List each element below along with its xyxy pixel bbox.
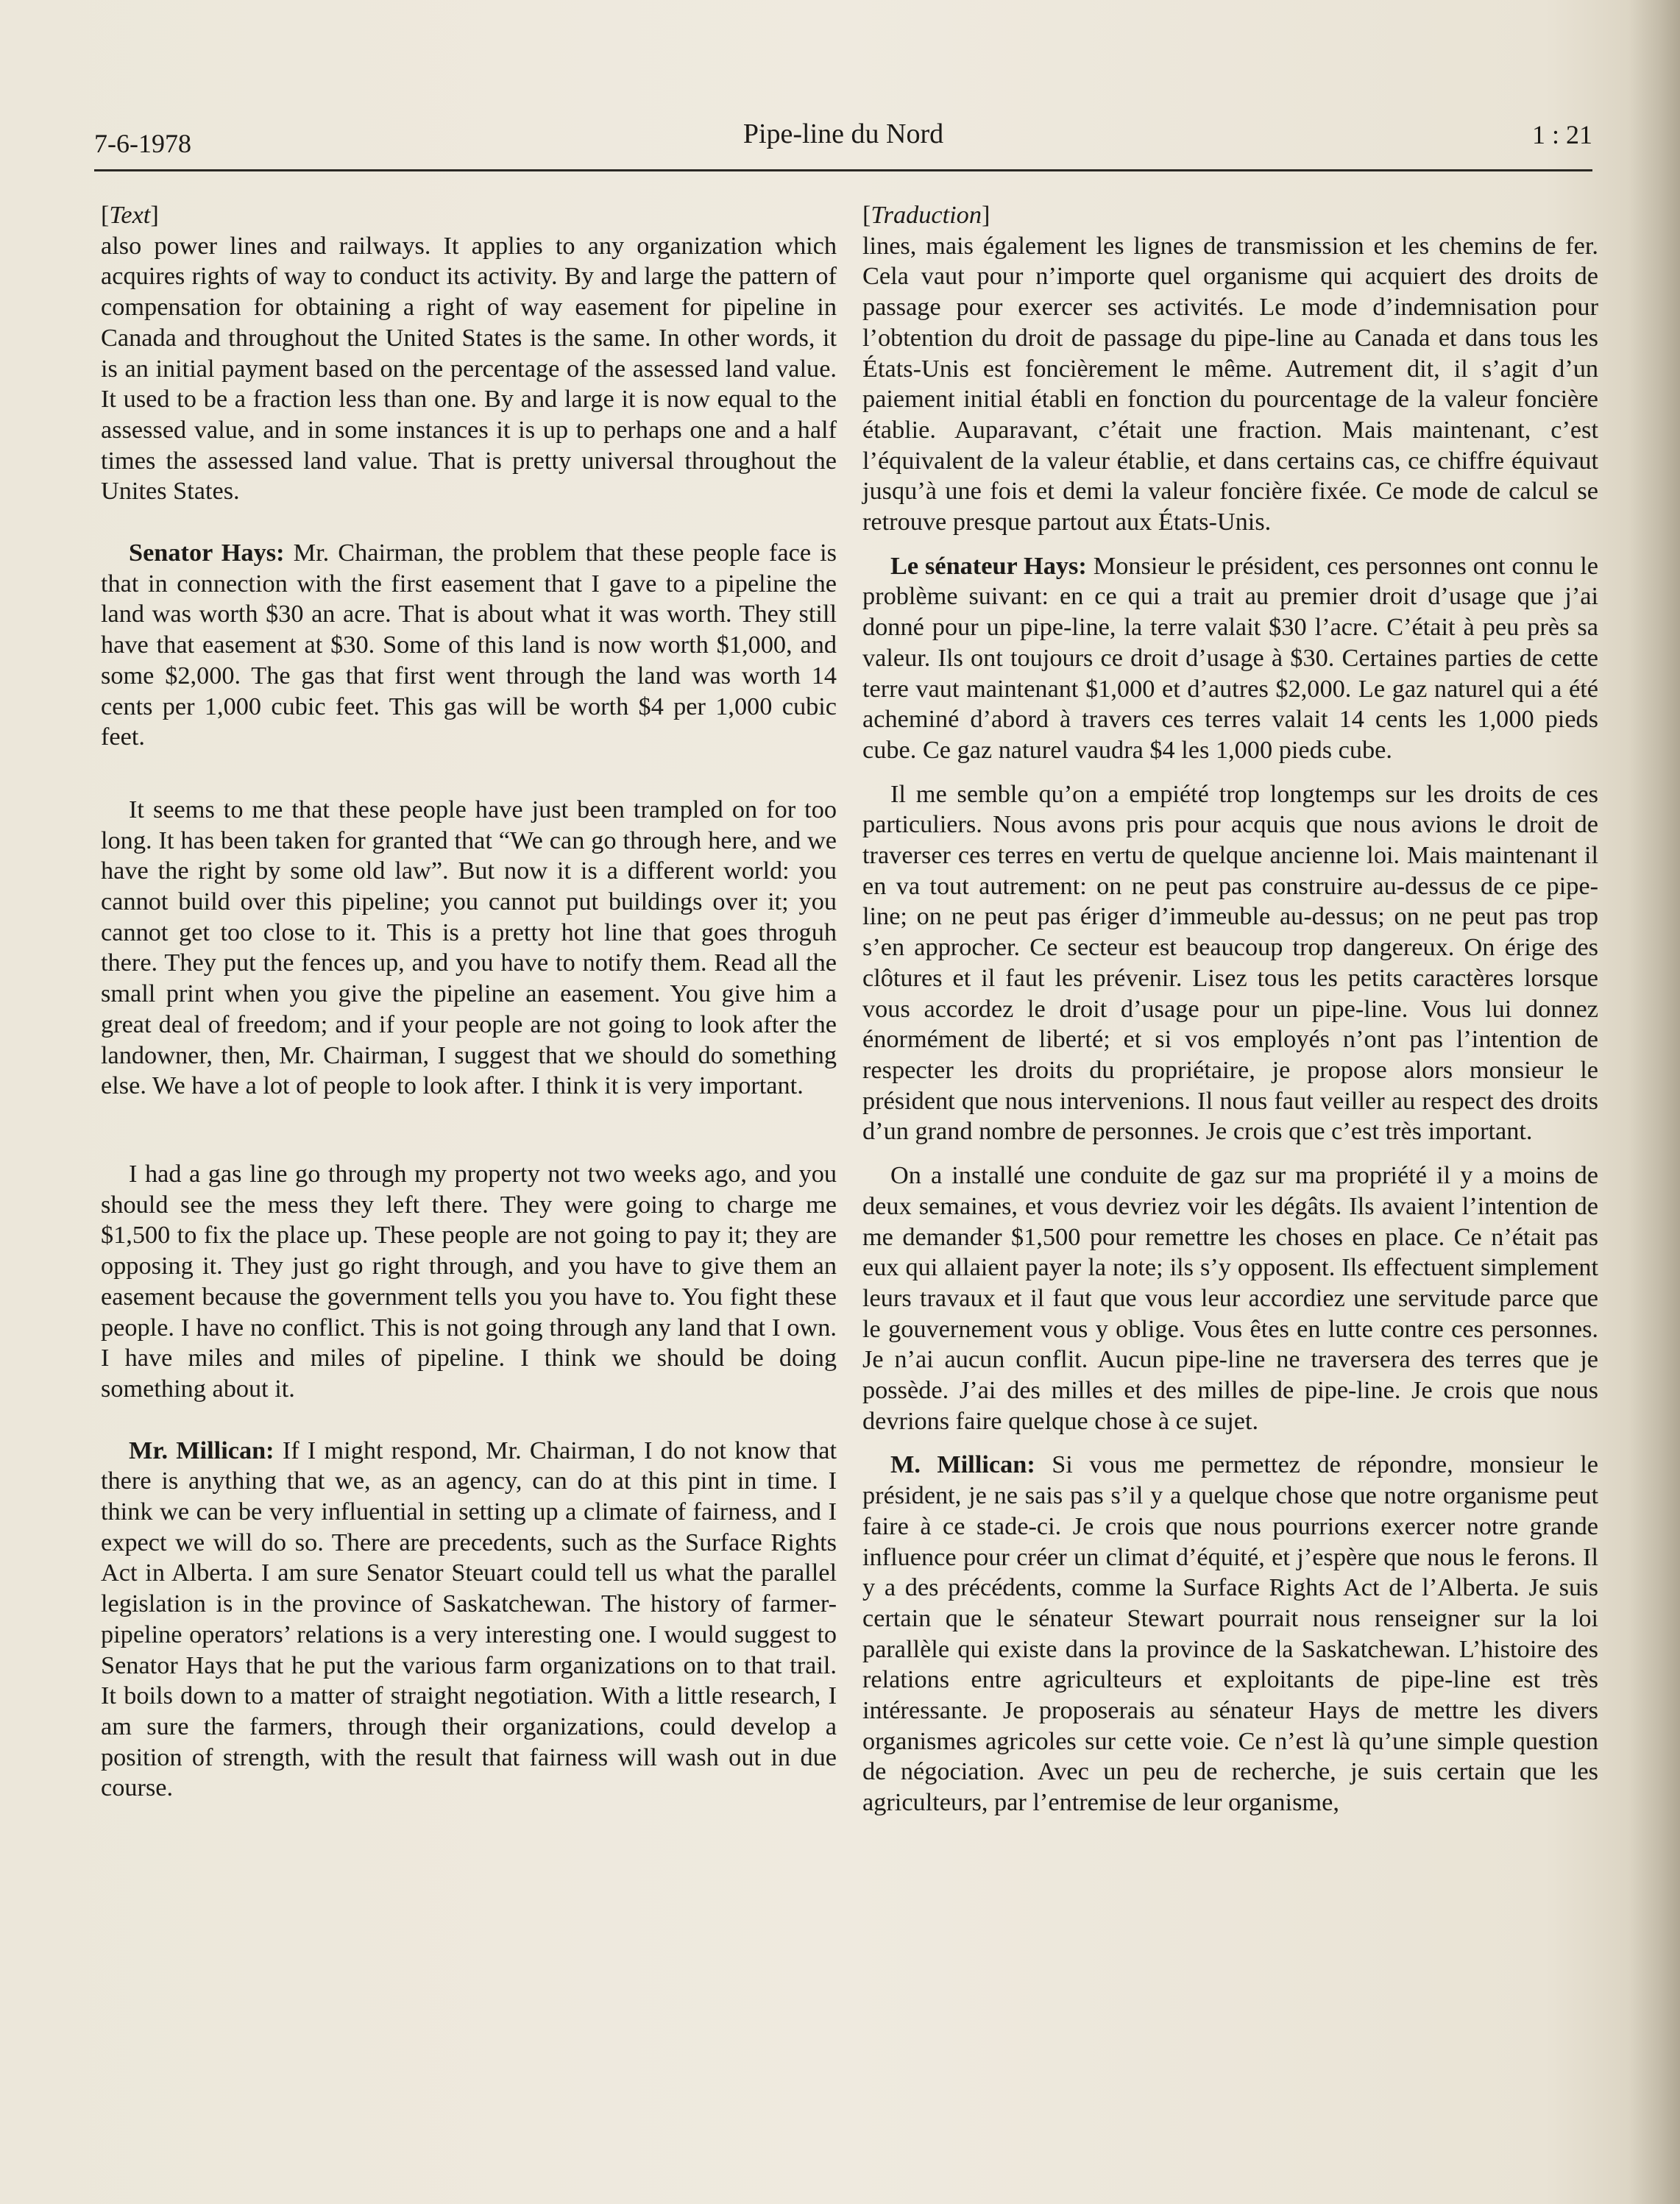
paragraph-text: If I might respond, Mr. Chairman, I do not know that there is anything that we, as an agency, can do at this pint in time. I think we can be very influential in setting up a climate of fairness, and I expect we will do so. There are precedents, such as the Surface Rights Act in Alberta. I am sure Senator Steuart could tell us what the parallel legislation is in the province of Saskatchewan. The history of farmer-pipeline operators’ relations is a very interesting one. I would suggest to Senator Hays that he put the various farm organizations on to that trail. It boils down to a matter of straight negotiation. With a little research, I am sure the farmers, through their organizations, could develop a position of strength, with the result that fairness will wash out in due course. xyxy=(101,1436,837,1802)
french-column xyxy=(862,200,1598,1818)
paragraph-text: Si vous me permettez de répondre, monsieur le président, je ne sais pas s’il y a quelque chose que notre organisme peut faire à ce stade-ci. Je crois que nous pourrions exercer notre grande influence pour créer un climat d’équité, et j’espère que nous le ferons. Il y a des précédents, comme la Surface Rights Act de l’Alberta. Je suis certain que le sénateur Stewart pourrait nous renseigner sur la loi parallèle qui existe dans la province de la Saskatchewan. L’histoire des relations entre agriculteurs et exploitants de pipe-line est très intéressante. Je proposerais au sénateur Hays de mettre les divers organismes agricoles sur cette voie. Ce n’est là qu’une simple question de négociation. Avec un peu de recherche, je suis certain que les agriculteurs, par l’entremise de leur organisme, xyxy=(862,1450,1599,1817)
header-title: Pipe-line du Nord xyxy=(742,118,944,149)
speaker-name: M. Millican: xyxy=(890,1450,1035,1479)
paragraph-text: I had a gas line go through my property not two weeks ago, and you should see the mess they left there. They were going to charge me $1,500 to fix the place up. These people are not going to pay it; they are opposing it. They just go right through, and you have to give them an easement because the government tells you you have to. You fight these people. I have no conflict. This is not going through any land that I own. I have miles and miles of pipeline. I think we should be doing something about it. xyxy=(101,1159,837,1403)
french-paragraph-1 xyxy=(862,231,1598,538)
english-paragraph-1 xyxy=(101,231,837,507)
english-paragraph-4 xyxy=(101,1159,837,1405)
paragraph-text: also power lines and railways. It applies to any organization which acquires rights of way to conduct its activity. By and large the pattern of compensation for obtaining a right of way easement for pipeline in Canada and throughout the United States is the same. In other words, it is an initial payment based on the percentage of the assessed land value. It used to be a fraction less than one. By and large it is now equal to the assessed value, and in some instances it is up to perhaps one and a half times the assessed land value. That is pretty universal throughout the Unites States. xyxy=(101,231,837,506)
binding-shadow xyxy=(1628,0,1680,2204)
paragraph-text: Il me semble qu’on a empiété trop longtemps sur les droits de ces particuliers. Nous avons pris pour acquis que nous avions le droit de traverser ces terres en vertu de quelque ancienne loi. Mais maintenant il en va tout autrement: on ne peut pas construire au-dessus de ce pipe-line; on ne peut pas ériger d’immeuble au-dessus; on ne peut pas trop s’en approcher. Ce secteur est beaucoup trop dangereux. On érige des clôtures et il faut les prévenir. Lisez tous les petits caractères lorsque vous accordez le droit d’usage pour un pipe-line. Vous lui donnez énormément de liberté; et si vos employés n’ont pas l’intention de respecter les droits du propriétaire, je propose alors monsieur le président que nous intervenions. Il nous faut veiller au respect des droits d’un grand nombre de personnes. Je crois que c’est très important. xyxy=(862,779,1598,1146)
english-tag-text: Text xyxy=(109,201,151,229)
english-paragraph-3 xyxy=(101,795,837,1102)
speaker-name: Mr. Millican: xyxy=(129,1436,274,1464)
paragraph-text: Monsieur le président, ces personnes ont connu le problème suivant: en ce qui a trait au premier droit d’usage que j’ai donné pour un pipe-line, la terre valait $30 l’acre. C’était à peu près sa valeur. Ils ont toujours ce droit d’usage à $30. Certaines parties de cette terre vaut maintenant $1,000 et d’autres $2,000. Le gaz naturel qui a été acheminé d’abord à travers ces terres valait 14 cents les 1,000 pieds cube. Ce gaz naturel vaudra $4 les 1,000 pieds cube. xyxy=(862,551,1598,764)
paragraph-text: Mr. Chairman, the problem that these people face is that in connection with the first easement that I gave to a pipeline the land was worth $30 an acre. That is about what it was worth. They still have that easement at $30. Some of this land is now worth $1,000, and some $2,000. The gas that first went through the land was worth 14 cents per 1,000 cubic feet. This gas will be worth $4 per 1,000 cubic feet. xyxy=(101,539,837,751)
french-paragraph-2 xyxy=(862,551,1598,766)
paragraph-text: It seems to me that these people have just been trampled on for too long. It has been taken for granted that “We can go through here, and we have the right by some old law”. But now it is a different world: you cannot build over this pipeline; you cannot put buildings over it; you cannot get too close to it. This is a pretty hot line that goes throguh there. They put the fences up, and you have to notify them. Read all the small print when you give the pipeline an easement. You give him a great deal of freedom; and if your people are not going to look after the landowner, then, Mr. Chairman, I suggest that we should do something else. We have a lot of people to look after. I think it is very important. xyxy=(101,795,837,1100)
french-tag-text: Traduction xyxy=(871,201,982,229)
english-column-tag: [Text] xyxy=(101,201,159,229)
english-paragraph-5 xyxy=(101,1436,837,1804)
running-header xyxy=(94,118,1592,171)
speaker-name: Senator Hays: xyxy=(129,539,285,567)
paragraph-text: On a installé une conduite de gaz sur ma propriété il y a moins de deux semaines, et vous devriez voir les dégâts. Ils avaient l’intention de me demander $1,500 pour remettre les choses en place. Ce n’était pas eux qui allaient payer la note; ils s’y opposent. Ils effectuent simplement leurs travaux et il faut que vous leur accordiez une servitude parce que le gouvernement vous y oblige. Vous êtes en lutte contre ces personnes. Je n’ai aucun conflit. Aucun pipe-line ne traversera des terres que je possède. J’ai des milles et des milles de pipe-line. Je crois que nous devrions faire quelque chose à ce sujet. xyxy=(862,1161,1598,1435)
french-paragraph-5 xyxy=(862,1450,1598,1818)
french-column-tag: [Traduction] xyxy=(862,201,990,229)
header-page-number: 1 : 21 xyxy=(1531,120,1592,149)
french-paragraph-4 xyxy=(862,1161,1598,1436)
french-paragraph-3 xyxy=(862,779,1598,1147)
english-column xyxy=(101,200,837,1804)
header-date: 7-6-1978 xyxy=(94,129,191,158)
english-paragraph-2 xyxy=(101,538,837,753)
paragraph-text: lines, mais également les lignes de transmission et les chemins de fer. Cela vaut pour n’importe quel organisme qui acquiert des droits de passage pour exercer ses activités. Le mode d’indemnisation pour l’obtention du droit de passage du pipe-line au Canada et dans tous les États-Unis est foncièrement le même. Autrement dit, il s’agit d’un paiement initial établi en fonction du pourcentage de la valeur foncière établie. Auparavant, c’était une fraction. Mais maintenant, c’est l’équivalent de la valeur établie, et dans certains cas, ce chiffre équivaut jusqu’à une fois et demi la valeur foncière fixée. Ce mode de calcul se retrouve presque partout aux États-Unis. xyxy=(862,231,1598,536)
speaker-name: Le sénateur Hays: xyxy=(890,551,1087,580)
